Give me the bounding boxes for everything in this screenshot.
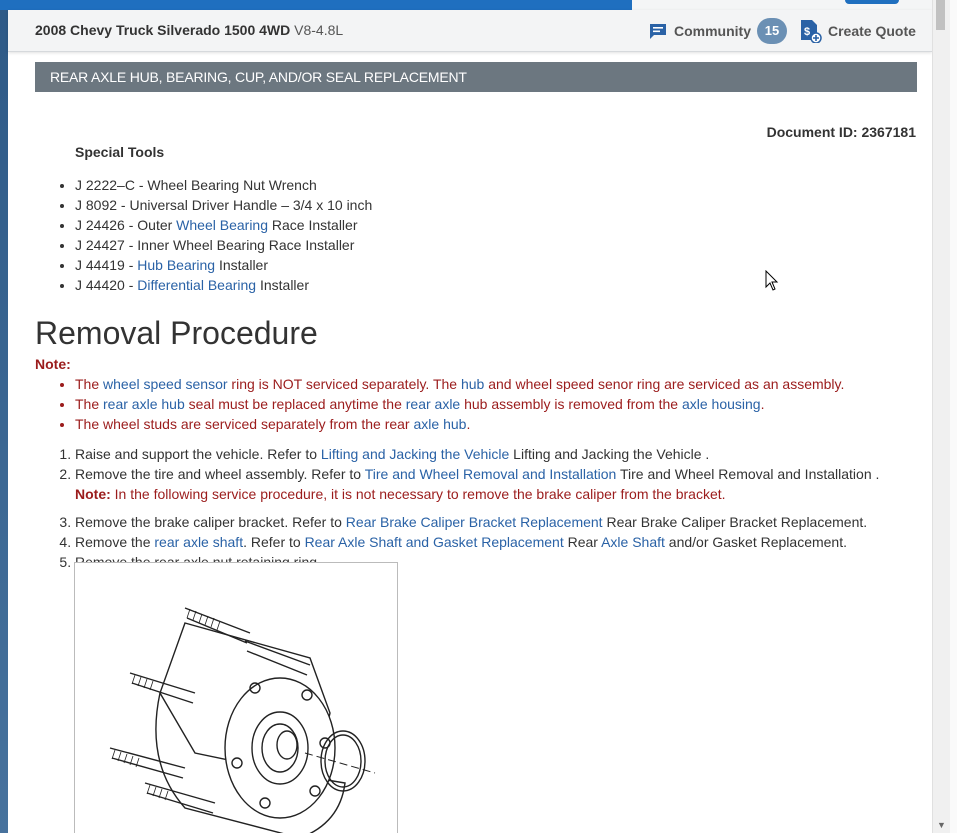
quote-document-icon — [798, 19, 822, 43]
tool-text: J 44419 - — [75, 257, 138, 273]
step-note — [75, 486, 726, 502]
axle-shaft-gasket-link[interactable]: Rear Axle Shaft and Gasket Replacement — [304, 534, 564, 550]
top-button[interactable] — [845, 0, 899, 4]
list-item — [75, 235, 372, 255]
step-text: Remove the brake caliper bracket. Refer to — [75, 514, 346, 530]
note-item — [75, 374, 844, 394]
special-tools-list — [75, 175, 372, 295]
scrollbar-thumb[interactable] — [936, 0, 945, 30]
step-item — [75, 464, 879, 504]
tool-text: J 8092 - Universal Driver Handle – 3/4 x 10 inch — [75, 197, 373, 213]
list-item — [75, 275, 372, 295]
note-text: The wheel studs are serviced separately from the rear — [75, 416, 414, 432]
list-item — [75, 255, 372, 275]
removal-procedure-heading: Removal Procedure — [35, 315, 318, 351]
differential-bearing-link[interactable]: Differential Bearing — [137, 277, 257, 293]
tool-text: Installer — [215, 257, 269, 273]
note-text: and wheel speed senor ring are serviced as an assembly. — [484, 376, 845, 392]
rear-axle-link[interactable]: rear axle — [405, 396, 461, 412]
tool-text: J 24427 - Inner Wheel Bearing Race Installer — [75, 237, 355, 253]
community-button[interactable] — [649, 17, 787, 45]
left-background-edge — [0, 10, 8, 833]
community-label: Community — [674, 23, 751, 39]
note-text: . — [466, 416, 471, 432]
wheel-speed-sensor-link[interactable]: wheel speed sensor — [103, 376, 228, 392]
tool-text: J 2222–C - Wheel Bearing Nut Wrench — [75, 177, 317, 193]
step-item — [75, 532, 879, 552]
vehicle-engine: V8-4.8L — [294, 22, 344, 38]
note-text: seal must be replaced anytime the — [184, 396, 406, 412]
hub-drawing — [75, 563, 398, 833]
list-item — [75, 215, 372, 235]
step-text: and/or Gasket Replacement. — [664, 534, 848, 550]
create-quote-label: Create Quote — [828, 23, 916, 39]
axle-housing-link[interactable]: axle housing — [681, 396, 761, 412]
removal-steps — [75, 444, 879, 572]
special-tools-title: Special Tools — [75, 144, 165, 160]
hub-link[interactable]: hub — [460, 376, 485, 392]
wheel-bearing-link[interactable]: Wheel Bearing — [176, 217, 268, 233]
community-count-badge: 15 — [757, 18, 787, 44]
top-blue-bar — [0, 0, 632, 10]
rear-axle-hub-link[interactable]: rear axle hub — [103, 396, 185, 412]
note-text: The — [75, 376, 104, 392]
tire-wheel-link[interactable]: Tire and Wheel Removal and Installation — [364, 466, 617, 482]
notes-list — [75, 374, 844, 434]
document-panel — [8, 10, 932, 833]
procedure-title-bar: REAR AXLE HUB, BEARING, CUP, AND/OR SEAL REPLACEMENT — [35, 62, 917, 92]
vehicle-title — [35, 22, 343, 38]
axle-shaft-link[interactable]: Axle Shaft — [601, 534, 665, 550]
document-id: Document ID: 2367181 — [766, 124, 916, 140]
tool-text: J 24426 - Outer — [75, 217, 177, 233]
axle-hub-link[interactable]: axle hub — [413, 416, 467, 432]
create-quote-button[interactable] — [798, 17, 916, 45]
step-item — [75, 444, 879, 464]
step-text: Tire and Wheel Removal and Installation . — [616, 466, 880, 482]
note-item — [75, 414, 844, 434]
tool-text: Installer — [256, 277, 309, 293]
step-note-text: In the following service procedure, it is not necessary to remove the brake caliper from the bracket. — [110, 486, 726, 502]
step-text: Remove the tire and wheel assembly. Refer to — [75, 466, 365, 482]
note-label: Note: — [35, 356, 71, 372]
vehicle-name: 2008 Chevy Truck Silverado 1500 4WD — [35, 22, 291, 38]
brake-caliper-bracket-link[interactable]: Rear Brake Caliper Bracket Replacement — [345, 514, 603, 530]
tool-text: J 44420 - — [75, 277, 138, 293]
rear-axle-shaft-link[interactable]: rear axle shaft — [154, 534, 244, 550]
note-text: ring is NOT serviced separately. The — [227, 376, 461, 392]
hub-bearing-link[interactable]: Hub Bearing — [137, 257, 216, 273]
list-item — [75, 175, 372, 195]
note-text: hub assembly is removed from the — [460, 396, 682, 412]
list-item — [75, 195, 372, 215]
vehicle-bar — [8, 10, 932, 52]
step-text: Remove the — [75, 534, 155, 550]
step-text: Raise and support the vehicle. Refer to — [75, 446, 321, 462]
hub-illustration[interactable] — [74, 562, 398, 833]
tool-text: Race Installer — [268, 217, 358, 233]
note-text: The — [75, 396, 104, 412]
step-note-label: Note: — [75, 486, 111, 502]
vertical-scrollbar[interactable] — [932, 0, 957, 833]
step-text: . Refer to — [243, 534, 305, 550]
step-text: Lifting and Jacking the Vehicle . — [509, 446, 710, 462]
mouse-cursor-icon — [765, 270, 779, 292]
step-item — [75, 512, 879, 532]
scrollbar-track — [950, 0, 957, 833]
note-item — [75, 394, 844, 414]
lifting-jacking-link[interactable]: Lifting and Jacking the Vehicle — [320, 446, 510, 462]
step-text: Rear — [563, 534, 602, 550]
scroll-down-arrow-icon[interactable]: ▼ — [937, 820, 946, 830]
step-text: Rear Brake Caliper Bracket Replacement. — [602, 514, 868, 530]
chat-icon — [649, 22, 667, 40]
note-text: . — [760, 396, 765, 412]
top-strip — [0, 0, 957, 10]
svg-text:$: $ — [804, 26, 811, 38]
